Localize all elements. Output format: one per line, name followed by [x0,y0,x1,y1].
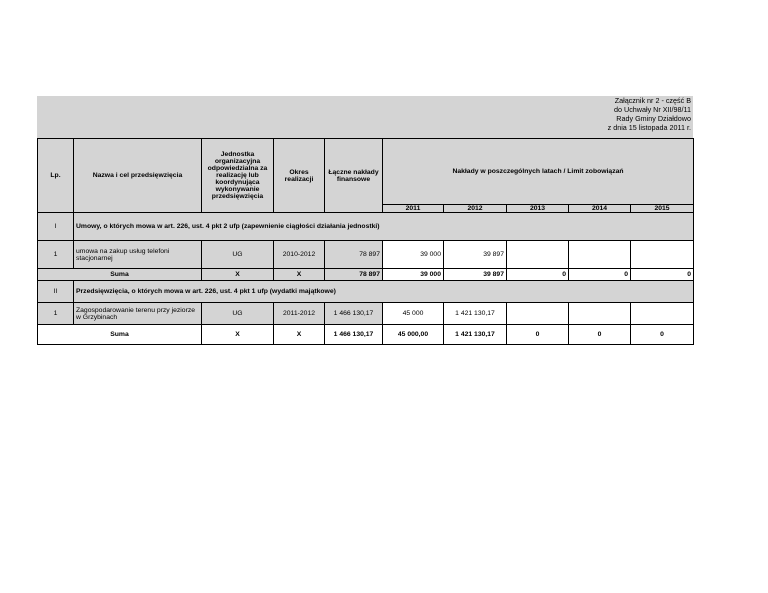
row-period: 2011-2012 [274,303,325,325]
header-total: Łączne nakłady finansowe [325,139,383,213]
sum-y2011: 45 000,00 [383,325,444,345]
row-lp: 1 [38,241,74,269]
row-name: Zagospodarowanie terenu przy jeziorze w Grzybinach [74,303,202,325]
year-cell: 2013 [507,205,569,213]
note-line: do Uchwały Nr XII/98/11 [614,105,691,114]
row-y2014 [569,241,631,269]
note-line: z dnia 15 listopada 2011 r. [607,123,691,132]
investment-table [37,138,694,345]
sum-label: Suma [38,269,202,281]
row-y2011: 45 000 [383,303,444,325]
year-cell: 2012 [444,205,507,213]
row-y2012: 39 897 [444,241,507,269]
year-cell: 2014 [569,205,631,213]
sum-row [38,269,694,281]
sum-row [38,325,694,345]
header-period: Okres realizacji [274,139,325,213]
row-y2011: 39 000 [383,241,444,269]
section-row [38,213,694,241]
sum-unit: X [202,325,274,345]
sum-y2014: 0 [569,325,631,345]
row-y2014 [569,303,631,325]
row-y2015 [631,241,694,269]
row-unit: UG [202,303,274,325]
table-row [38,303,694,325]
sum-y2014: 0 [569,269,631,281]
section-row [38,281,694,303]
row-y2013 [507,241,569,269]
sum-y2012: 39 897 [444,269,507,281]
header-name: Nazwa i cel przedsięwzięcia [74,139,202,213]
row-total: 78 897 [325,241,383,269]
header-row [38,139,694,205]
row-lp: 1 [38,303,74,325]
sum-total: 1 466 130,17 [325,325,383,345]
year-cell: 2011 [383,205,444,213]
note-line: Załącznik nr 2 - część B [614,96,691,105]
sum-unit: X [202,269,274,281]
sum-y2015: 0 [631,325,694,345]
sum-y2015: 0 [631,269,694,281]
header-spend: Nakłady w poszczególnych latach / Limit zobowiązań [383,139,694,205]
row-y2012: 1 421 130,17 [444,303,507,325]
sum-y2013: 0 [507,269,569,281]
row-unit: UG [202,241,274,269]
section-number: II [38,281,74,303]
sum-period: X [274,269,325,281]
header-unit: Jednostka organizacyjna odpowiedzialna za realizację lub koordynująca wykonywanie przedsięwzięcia [202,139,274,213]
row-total: 1 466 130,17 [325,303,383,325]
table-row [38,241,694,269]
row-name: umowa na zakup usług telefoni stacjonarnej [74,241,202,269]
sum-label: Suma [38,325,202,345]
row-period: 2010-2012 [274,241,325,269]
header-lp: Lp. [38,139,74,213]
section-title: Umowy, o których mowa w art. 226, ust. 4 pkt 2 ufp (zapewnienie ciągłości działania jednostki) [74,213,694,241]
row-y2013 [507,303,569,325]
attachment-note [431,96,691,132]
year-cell: 2015 [631,205,694,213]
section-number: I [38,213,74,241]
sum-y2013: 0 [507,325,569,345]
sum-y2012: 1 421 130,17 [444,325,507,345]
sum-period: X [274,325,325,345]
note-line: Rady Gminy Działdowo [616,114,691,123]
section-title: Przedsięwzięcia, o których mowa w art. 226, ust. 4 pkt 1 ufp (wydatki majątkowe) [74,281,694,303]
sum-total: 78 897 [325,269,383,281]
row-y2015 [631,303,694,325]
sum-y2011: 39 000 [383,269,444,281]
